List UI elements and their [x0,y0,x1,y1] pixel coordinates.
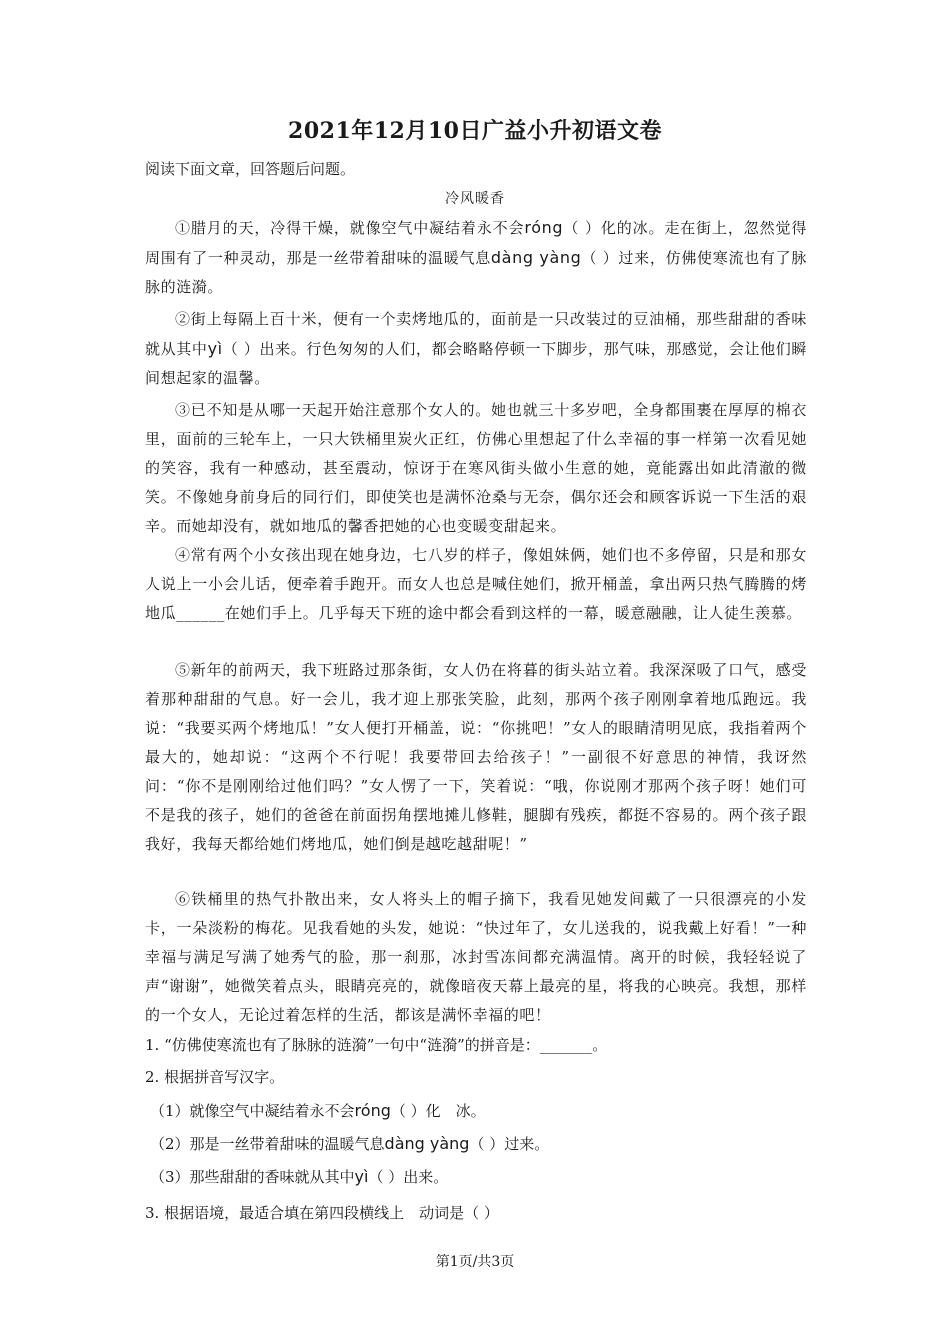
exam-title: 2021年12月10日广益小升初语文卷 [288,118,662,144]
pinyin-rong: róng [524,218,564,237]
question-2-item-2-blank: （ ）过来。 [469,1135,550,1153]
question-2-item-3-pinyin: yì [354,1167,369,1186]
story-title: 冷风暖香 [445,191,505,207]
question-2: 2. 根据拼音写汉字。 [145,1068,285,1086]
question-3: 3. 根据语境，最适合填在第四段横线上 动词是（ ） [145,1204,499,1222]
paragraph-3: ③已不知是从哪一天起开始注意那个女人的。她也就三十多岁吧，全身都围裹在厚厚的棉衣里，面前的三轮车上，一只大铁桶里炭火正红，仿佛心里想起了什么幸福的事一样第一次看见她的笑容，我有一种感动，甚至震动，惊讶于在寒风街头做小生意的她，竟能露出如此清澈的微笑。不像她身前身后的同行们，即使笑也是满怀沧桑与无奈，偶尔还会和顾客诉说一下生活的艰辛。而她却没有，就如地瓜的馨香把她的心也变暖变甜起来。 [145,401,807,535]
pinyin-dangyang: dàng yàng [490,248,582,267]
page-footer: 第1页/共3页 [435,1254,515,1270]
paragraph-1-text-b: （ ）化的冰。走在街上，忽然觉得周围有了一种灵动，那是一丝带着甜味的温暖气息 [145,219,808,267]
paragraph-6: ⑥铁桶里的热气扑散出来，女人将头上的帽子摘下，我看见她发间戴了一只很漂亮的小发卡，一朵淡粉的梅花。见我看她的头发，她说：“快过年了，女儿送我的，说我戴上好看！”一种幸福与满足写满了她秀气的脸，那一刹那，冰封雪冻间都充满温情。离开的时候，我轻轻说了声“谢谢”，她微笑着点头，眼睛亮亮的，就像暗夜天幕上最亮的星，将我的心映亮。我想，那样的一个女人，无论过着怎样的生活，都该是满怀幸福的吧！ [145,890,807,1024]
paragraph-2-text-a: ②街上每隔上百十米，便有一个卖烤地瓜的，面前是一只改装过的豆油桶，那些甜甜的香味就从其中 [145,310,807,358]
paragraph-1-text-c: （ ）过来，仿佛使寒流也有了脉脉的涟漪。 [145,249,807,296]
question-2-item-3-blank: （ ）出来。 [368,1168,449,1186]
question-2-item-2 [150,1133,549,1154]
question-2-item-1-text: （1）就像空气中凝结着永不会 [150,1102,355,1120]
paragraph-5: ⑤新年的前两天，我下班路过那条街，女人仍在将暮的街头站立着。我深深吸了口气，感受着那种甜甜的气息。好一会儿，我才迎上那张笑脸，此刻，那两个孩子刚刚拿着地瓜跑远。我说：“我要买两个烤地瓜！”女人便打开桶盖，说：“你挑吧！”女人的眼睛清明见底，我指着两个最大的，她却说：“这两个不行呢！我要带回去给孩子！”一副很不好意思的神情，我讶然问：“你不是刚刚给过他们吗？”女人愣了一下，笑着说：“哦，你说刚才那两个孩子呀！她们可不是我的孩子，她们的爸爸在前面拐角摆地摊儿修鞋，腿脚有残疾，都挺不容易的。两个孩子跟我好，我每天都给她们烤地瓜，她们倒是越吃越甜呢！” [145,661,807,853]
question-2-item-3-text: （3）那些甜甜的香味就从其中 [150,1168,355,1186]
question-2-item-1-blank: （ ）化 冰。 [390,1102,486,1120]
paragraph-2-text-b: （ ）出来。行色匆匆的人们，都会略略停顿一下脚步，那气味，那感觉，会让他们瞬间想起家的温馨。 [145,340,808,387]
question-2-item-2-pinyin: dàng yàng [384,1134,470,1153]
paragraph-1-text-a: ①腊月的天，冷得干燥，就像空气中凝结着永不会 [175,219,525,237]
question-2-item-1 [150,1100,486,1121]
question-1: 1. “仿佛使寒流也有了脉脉的涟漪”一句中“涟漪”的拼音是：_______。 [145,1036,608,1054]
question-2-item-2-text: （2）那是一丝带着甜味的温暖气息 [150,1135,385,1153]
reading-instruction: 阅读下面文章，回答题后问题。 [145,160,356,178]
pinyin-yi: yì [207,339,223,358]
paragraph-1 [145,213,807,302]
question-2-item-3 [150,1166,448,1187]
paragraph-4: ④常有两个小女孩出现在她身边，七八岁的样子，像姐妹俩，她们也不多停留，只是和那女人说上一小会儿话，便牵着手跑开。而女人也总是喊住她们，掀开桶盖，拿出两只热气腾腾的烤地瓜______在她们手上。几乎每天下班的途中都会看到这样的一幕，暖意融融，让人徒生羡慕。 [145,546,807,622]
paragraph-2 [145,305,807,393]
question-2-item-1-pinyin: róng [354,1101,391,1120]
